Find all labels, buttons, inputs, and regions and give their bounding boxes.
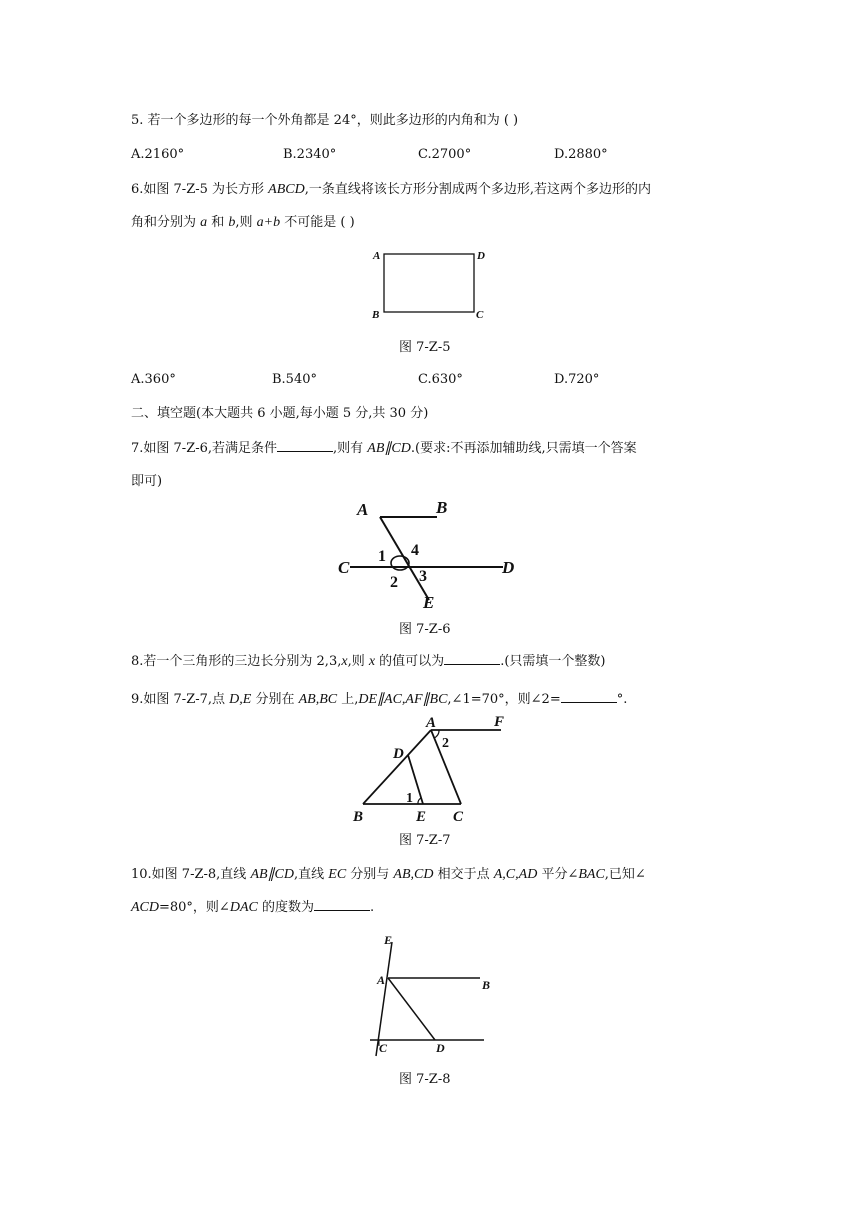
label-1: 1 <box>406 791 413 806</box>
angle-1-mark <box>418 798 421 804</box>
label-e: E <box>384 933 393 947</box>
q6-option-d: D.720° <box>554 372 600 387</box>
label-2: 2 <box>390 574 398 591</box>
caption-7-z-7: 图 7-Z-7 <box>399 833 451 848</box>
label-4: 4 <box>411 542 419 559</box>
q5-option-c: C.2700° <box>418 147 472 162</box>
label-b: B <box>482 978 491 992</box>
label-a: A <box>357 500 369 519</box>
q10-answer-blank[interactable] <box>314 898 370 911</box>
q10-line1: 10.如图 7-Z-8,直线 AB∥CD,直线 EC 分别与 AB,CD 相交于点 A,C,AD 平分∠BAC,已知∠ <box>131 867 646 882</box>
label-a: A <box>377 973 386 987</box>
label-c: C <box>476 309 484 321</box>
q8-line: 8.若一个三角形的三边长分别为 2,3,x,则 x 的值可以为 .(只需填一个整数) <box>131 654 606 669</box>
label-d: D <box>436 1041 445 1055</box>
label-e: E <box>423 593 435 612</box>
label-c: C <box>338 558 350 577</box>
q6-line1: 6.如图 7-Z-5 为长方形 ABCD,一条直线将该长方形分割成两个多边形,若这两个多边形的内 <box>131 182 651 197</box>
label-f: F <box>494 714 505 730</box>
caption-7-z-8: 图 7-Z-8 <box>399 1072 451 1087</box>
label-c: C <box>379 1041 388 1055</box>
figure-7-z-7 <box>350 710 510 825</box>
label-2: 2 <box>442 736 449 751</box>
q5-option-d: D.2880° <box>554 147 608 162</box>
figure-7-z-6 <box>335 495 535 615</box>
label-d: D <box>477 250 485 262</box>
label-b: B <box>436 498 448 517</box>
q6-option-a: A.360° <box>131 372 176 387</box>
caption-7-z-6: 图 7-Z-6 <box>399 622 451 637</box>
label-e: E <box>416 809 427 825</box>
label-c: C <box>453 809 464 825</box>
label-d: D <box>502 558 515 577</box>
rectangle-abcd <box>384 254 474 312</box>
q6-line2: 角和分别为 a 和 b,则 a+b 不可能是 ( ) <box>131 215 355 230</box>
q9-line: 9.如图 7-Z-7,点 D,E 分别在 AB,BC 上,DE∥AC,AF∥BC,∠1=70°，则∠2= °. <box>131 692 628 707</box>
q7-answer-blank[interactable] <box>277 439 333 452</box>
q10-line2: ACD=80°，则∠DAC 的度数为 . <box>131 900 375 915</box>
q7-line2: 即可) <box>131 474 163 489</box>
q5-option-a: A.2160° <box>131 147 185 162</box>
line-ec <box>376 942 392 1056</box>
q6-option-c: C.630° <box>418 372 463 387</box>
q8-answer-blank[interactable] <box>444 652 500 665</box>
label-a: A <box>426 715 437 731</box>
figure-7-z-5 <box>360 244 500 324</box>
q9-answer-blank[interactable] <box>561 690 617 703</box>
section2-heading: 二、填空题(本大题共 6 小题,每小题 5 分,共 30 分) <box>131 406 429 421</box>
line-ba <box>363 730 431 804</box>
q6-option-b: B.540° <box>272 372 317 387</box>
label-a: A <box>373 250 381 262</box>
figure-7-z-8 <box>360 928 500 1063</box>
q5-option-b: B.2340° <box>283 147 337 162</box>
caption-7-z-5: 图 7-Z-5 <box>399 340 451 355</box>
label-d: D <box>393 746 404 762</box>
q5-text: 5. 若一个多边形的每一个外角都是 24°，则此多边形的内角和为 ( ) <box>131 113 519 128</box>
line-ad <box>388 978 435 1040</box>
label-b: B <box>353 809 364 825</box>
line-ae <box>380 517 429 600</box>
label-3: 3 <box>419 568 427 585</box>
label-b: B <box>372 309 380 321</box>
q7-line1: 7.如图 7-Z-6,若满足条件 ,则有 AB∥CD.(要求:不再添加辅助线,只需填一个答案 <box>131 441 637 456</box>
label-1: 1 <box>378 548 386 565</box>
angle-2-mark <box>434 730 439 738</box>
